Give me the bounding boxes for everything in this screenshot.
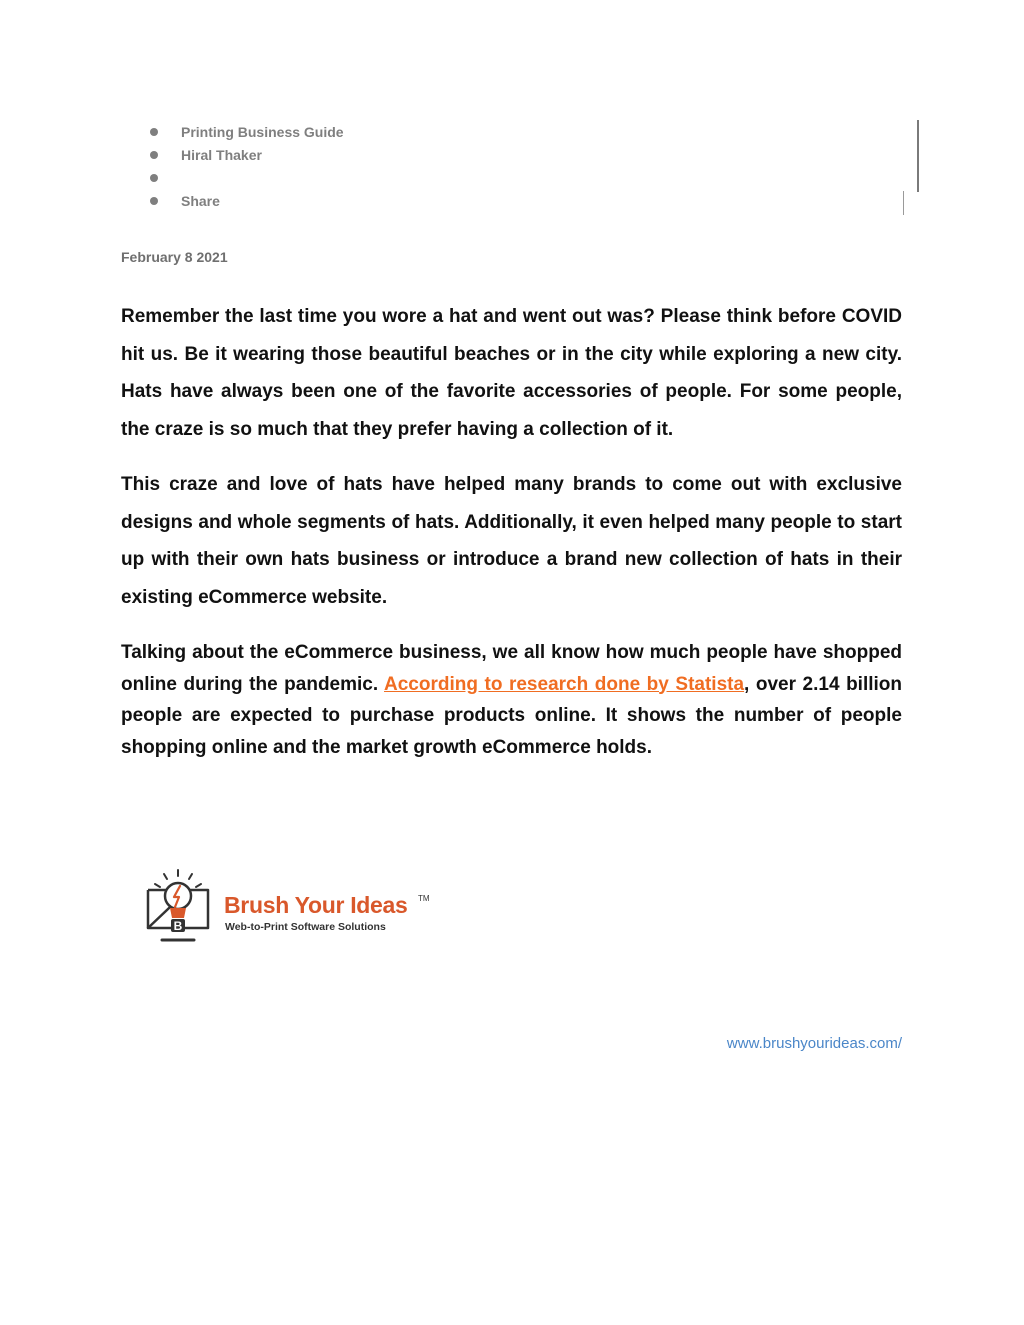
logo-trademark: TM	[418, 894, 430, 903]
category-link[interactable]: Printing Business Guide	[181, 124, 344, 140]
statista-research-link[interactable]: According to research done by Statista	[384, 673, 745, 695]
bullet-icon	[150, 174, 158, 182]
logo-brand-name: Brush Your Ideas	[224, 892, 408, 918]
paragraph-intro: Remember the last time you wore a hat and went out was? Please think before COVID hit us. Be it wearing those beautiful beaches or in the city while exploring a new city. Hats have always been one of the favorite accessories of people. For some people, the craze is so much that they prefer having a collection of it.	[121, 306, 902, 440]
website-url-link[interactable]: www.brushyourideas.com/	[726, 1035, 902, 1052]
vertical-divider-small	[903, 191, 904, 215]
bullet-icon	[150, 151, 158, 159]
logo-tagline: Web-to-Print Software Solutions	[225, 921, 386, 933]
logo-mark-letter: B	[173, 919, 183, 933]
bullet-icon	[150, 197, 158, 205]
brand-logo	[144, 866, 434, 944]
share-link[interactable]: Share	[181, 193, 220, 209]
paragraph-ecommerce	[121, 637, 902, 763]
author-link[interactable]: Hiral Thaker	[181, 147, 262, 163]
paragraph-craze: This craze and love of hats have helped many brands to come out with exclusive designs and whole segments of hats. Additionally, it even helped many people to start up with their own hats business or introduce a brand new collection of hats in their existing eCommerce website.	[121, 474, 902, 608]
bullet-icon	[150, 128, 158, 136]
lightbulb-monitor-icon	[144, 866, 214, 944]
paragraph-ecommerce-start: Talking about the eCommerce business, we all know how much people have shopped online during the pandemic.	[121, 642, 902, 695]
vertical-divider	[917, 120, 919, 192]
post-date: February 8 2021	[121, 249, 228, 265]
paragraph-ecommerce-end: , over 2.14 billion people are expected to purchase products online. It shows the number of people shopping online and the market growth eCommerce holds.	[121, 673, 903, 758]
